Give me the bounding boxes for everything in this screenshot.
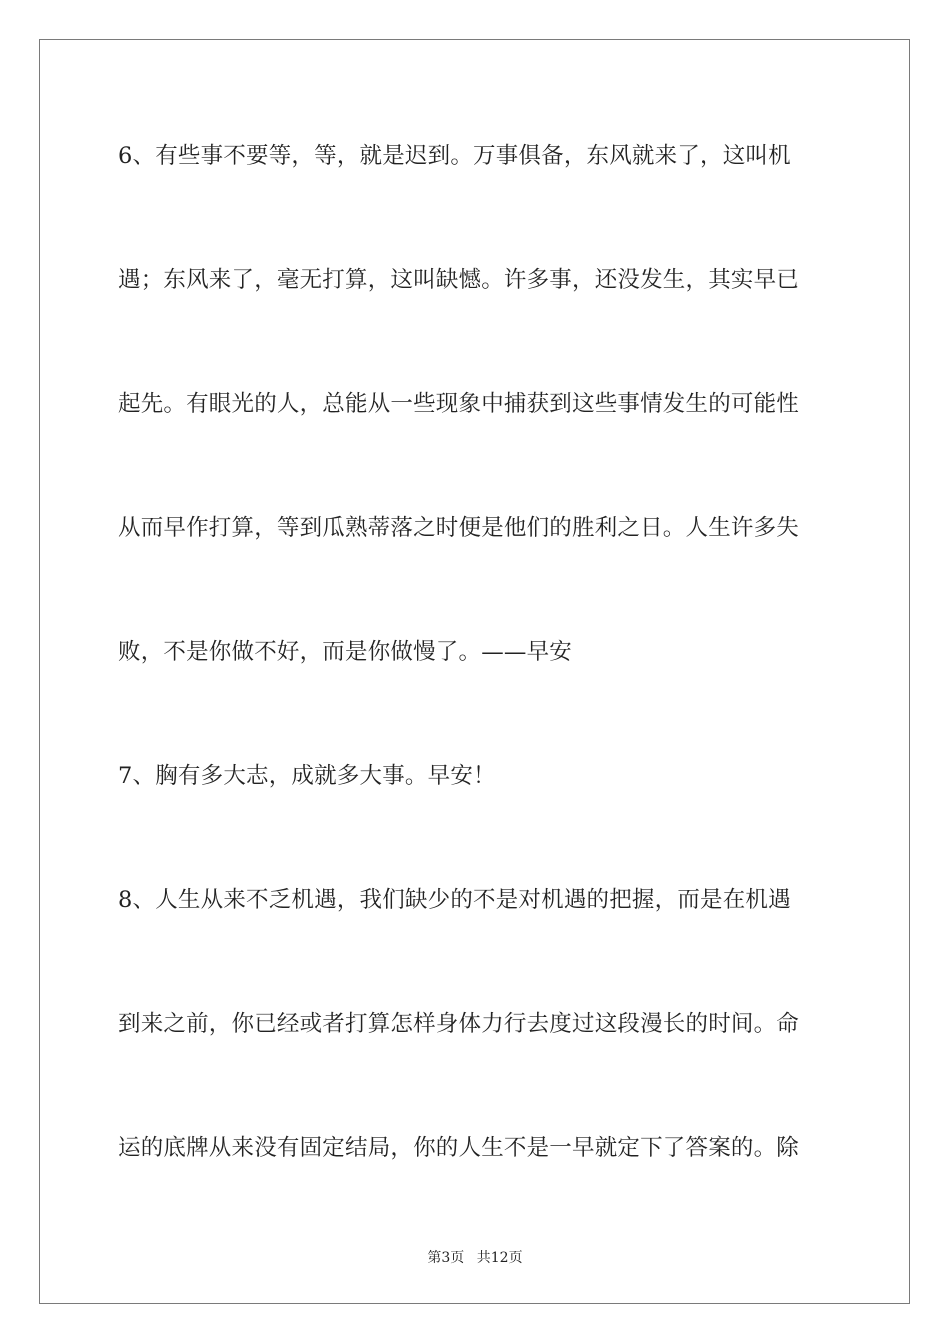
page-number: 第3页 (427, 1250, 465, 1266)
page-footer (0, 1247, 950, 1267)
page-total: 共12页 (476, 1250, 523, 1266)
text-line: 从而早作打算，等到瓜熟蒂落之时便是他们的胜利之日。人生许多失 (118, 515, 800, 541)
text-line: 到来之前，你已经或者打算怎样身体力行去度过这段漫长的时间。命 (118, 1011, 800, 1037)
text-line: 8、人生从来不乏机遇，我们缺少的不是对机遇的把握，而是在机遇 (118, 887, 791, 913)
text-line: 起先。有眼光的人，总能从一些现象中捕获到这些事情发生的可能性 (118, 391, 800, 417)
text-line: 遇；东风来了，毫无打算，这叫缺憾。许多事，还没发生，其实早已 (118, 267, 800, 293)
text-line: 败，不是你做不好，而是你做慢了。——早安 (118, 639, 573, 665)
document-body (118, 125, 834, 1179)
text-line: 运的底牌从来没有固定结局，你的人生不是一早就定下了答案的。除 (118, 1135, 800, 1161)
text-line: 6、有些事不要等，等，就是迟到。万事俱备，东风就来了，这叫机 (118, 143, 791, 169)
text-line: 7、胸有多大志，成就多大事。早安！ (118, 763, 496, 789)
